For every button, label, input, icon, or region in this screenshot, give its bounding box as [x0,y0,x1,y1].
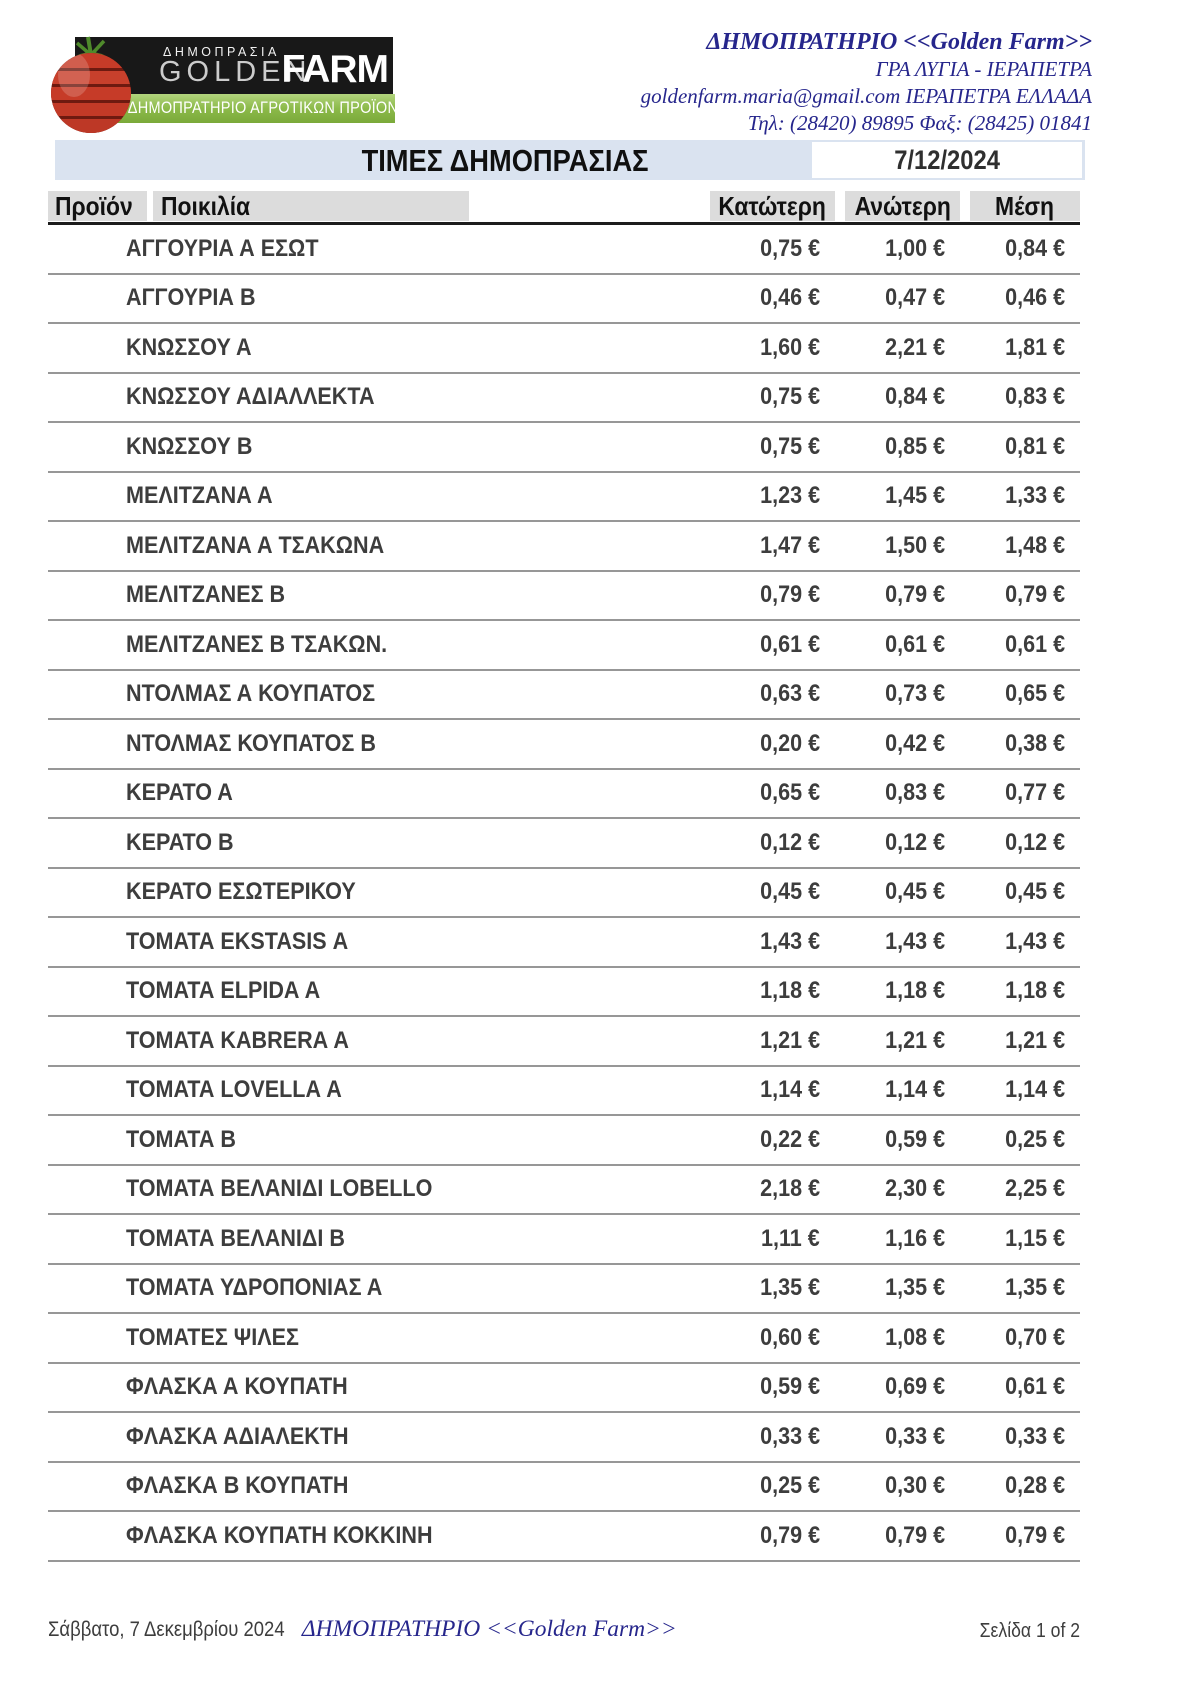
table-row [48,720,1080,770]
product-name: ΤΟΜΑΤΑ ΥΔΡΟΠΟΝΙΑΣ Α [126,1274,383,1302]
logo-farm-text: FARM [281,48,388,91]
logo-auction-word: ΔΗΜΟΠΡΑΣΙΑ [163,45,280,59]
table-row [48,819,1080,869]
page-title: ΤΙΜΕΣ ΔΗΜΟΠΡΑΣΙΑΣ [361,143,649,178]
price-high: 1,18 € [885,977,945,1005]
contact-email-line: goldenfarm.maria@gmail.com ΙΕΡΑΠΕΤΡΑ ΕΛΛΑΔΑ [640,84,1092,108]
table-row [48,473,1080,523]
price-low: 1,21 € [760,1026,820,1054]
price-high: 0,79 € [885,581,945,609]
price-avg: 0,70 € [1005,1323,1065,1351]
price-low: 1,43 € [760,927,820,955]
price-high: 1,45 € [885,482,945,510]
product-name: ΤΟΜΑΤΑ ΒΕΛΑΝΙΔΙ LOBELLO [126,1175,433,1203]
table-row [48,275,1080,325]
price-high: 2,21 € [885,333,945,361]
price-low: 1,35 € [760,1274,820,1302]
contact-location: ΓΡΑ ΛΥΓΙΑ - ΙΕΡΑΠΕΤΡΑ [875,57,1092,81]
product-name: ΦΛΑΣΚΑ ΚΟΥΠΑΤΗ ΚΟΚΚΙΝΗ [126,1521,433,1549]
price-avg: 0,38 € [1005,729,1065,757]
price-low: 0,65 € [760,779,820,807]
price-low: 1,18 € [760,977,820,1005]
table-row [48,374,1080,424]
price-low: 0,75 € [760,432,820,460]
price-low: 0,61 € [760,630,820,658]
header-high: Ανώτερη [835,190,960,222]
table-row [48,869,1080,919]
table-row [48,770,1080,820]
golden-farm-logo [55,33,429,133]
price-high: 0,33 € [885,1422,945,1450]
price-high: 0,69 € [885,1373,945,1401]
price-low: 0,12 € [760,828,820,856]
price-high: 1,08 € [885,1323,945,1351]
price-low: 1,11 € [761,1224,820,1252]
price-high: 0,30 € [885,1472,945,1500]
table-row [48,1017,1080,1067]
price-avg: 0,81 € [1005,432,1065,460]
price-low: 1,14 € [760,1076,820,1104]
page-number: Σελίδα 1 of 2 [979,1620,1080,1642]
price-low: 2,18 € [760,1175,820,1203]
table-row [48,423,1080,473]
price-high: 1,16 € [885,1224,945,1252]
header-product: Προϊόν [48,191,147,221]
price-avg: 0,79 € [1005,581,1065,609]
product-name: ΚΝΩΣΣΟΥ ΑΔΙΑΛΛΕΚΤΑ [126,383,375,411]
product-name: ΝΤΟΛΜΑΣ Α ΚΟΥΠΑΤΟΣ [126,680,376,708]
table-row [48,225,1080,275]
price-low: 0,20 € [760,729,820,757]
product-name: ΤΟΜΑΤΑ ELPIDA Α [126,977,321,1005]
contact-phone-fax: Τηλ: (28420) 89895 Φαξ: (28425) 01841 [747,111,1092,135]
table-row [48,1215,1080,1265]
product-name: ΚΕΡΑΤΟ ΕΣΩΤΕΡΙΚΟΥ [126,878,356,906]
price-avg: 0,33 € [1005,1422,1065,1450]
product-name: ΤΟΜΑΤΑ LOVELLA Α [126,1076,342,1104]
product-name: ΑΓΓΟΥΡΙΑ Β [126,284,256,312]
price-high: 1,35 € [885,1274,945,1302]
price-high: 0,45 € [885,878,945,906]
price-low: 0,46 € [760,284,820,312]
price-avg: 0,61 € [1005,1373,1065,1401]
table-row [48,918,1080,968]
price-avg: 1,81 € [1005,333,1065,361]
product-name: ΦΛΑΣΚΑ ΑΔΙΑΛΕΚΤΗ [126,1422,349,1450]
product-name: ΤΟΜΑΤΑ ΒΕΛΑΝΙΔΙ Β [126,1224,345,1252]
price-high: 0,83 € [885,779,945,807]
price-high: 0,73 € [885,680,945,708]
logo-golden-text: GOLDEN [159,56,312,88]
product-name: ΜΕΛΙΤΖΑΝΑ Α [126,482,273,510]
product-name: ΜΕΛΙΤΖΑΝΑ Α ΤΣΑΚΩΝΑ [126,531,385,559]
product-name: ΜΕΛΙΤΖΑΝΕΣ Β ΤΣΑΚΩΝ. [126,630,388,658]
product-name: ΤΟΜΑΤΑ Β [126,1125,236,1153]
price-low: 0,75 € [760,234,820,262]
table-header-row [48,190,1080,225]
price-low: 0,79 € [760,1521,820,1549]
tomato-icon [44,33,138,135]
price-high: 1,43 € [885,927,945,955]
table-row [48,324,1080,374]
price-low: 0,45 € [760,878,820,906]
price-avg: 1,35 € [1005,1274,1065,1302]
table-row [48,1067,1080,1117]
table-row [48,522,1080,572]
price-low: 1,47 € [760,531,820,559]
table-body [48,225,1080,1562]
contact-company-name: ΔΗΜΟΠΡΑΤΗΡΙΟ <<Golden Farm>> [706,29,1092,55]
price-high: 1,00 € [885,234,945,262]
table-row [48,572,1080,622]
header-low: Κατώτερη [700,190,835,222]
company-contact-block [641,28,1092,137]
price-low: 0,60 € [760,1323,820,1351]
page-footer [48,1612,1080,1652]
table-row [48,1512,1080,1562]
price-high: 0,79 € [885,1521,945,1549]
price-high: 1,14 € [885,1076,945,1104]
table-row [48,621,1080,671]
price-high: 1,21 € [885,1026,945,1054]
footer-date-org [48,1616,677,1643]
price-high: 1,50 € [885,531,945,559]
price-high: 0,84 € [885,383,945,411]
header-avg: Μέση [960,190,1080,222]
price-avg: 0,77 € [1005,779,1065,807]
price-avg: 0,12 € [1005,828,1065,856]
price-low: 0,22 € [760,1125,820,1153]
price-table [48,190,1080,1562]
logo-tagline: ΔΗΜΟΠΡΑΤΗΡΙΟ ΑΓΡΟΤΙΚΩΝ ΠΡΟΪΟΝΤΩΝ [127,99,429,117]
price-low: 1,60 € [760,333,820,361]
product-name: ΤΟΜΑΤΑ KABRERA Α [126,1026,349,1054]
table-row [48,1314,1080,1364]
product-name: ΦΛΑΣΚΑ Β ΚΟΥΠΑΤΗ [126,1472,349,1500]
price-low: 0,63 € [760,680,820,708]
price-avg: 0,25 € [1005,1125,1065,1153]
footer-date: Σάββατο, 7 Δεκεμβρίου 2024 [48,1618,285,1641]
price-avg: 0,61 € [1005,630,1065,658]
price-avg: 0,28 € [1005,1472,1065,1500]
table-row [48,671,1080,721]
product-name: ΝΤΟΛΜΑΣ ΚΟΥΠΑΤΟΣ Β [126,729,376,757]
header-variety: Ποικιλία [153,191,469,221]
price-high: 0,42 € [885,729,945,757]
table-row [48,968,1080,1018]
price-avg: 1,15 € [1005,1224,1065,1252]
price-high: 2,30 € [885,1175,945,1203]
price-low: 1,23 € [760,482,820,510]
auction-date: 7/12/2024 [812,142,1082,178]
product-name: ΚΝΩΣΣΟΥ Β [126,432,253,460]
product-name: ΤΟΜΑΤΑ EKSTASIS Α [126,927,349,955]
price-avg: 1,33 € [1005,482,1065,510]
table-row [48,1413,1080,1463]
product-name: ΦΛΑΣΚΑ Α ΚΟΥΠΑΤΗ [126,1373,348,1401]
product-name: ΚΝΩΣΣΟΥ Α [126,333,252,361]
table-row [48,1463,1080,1513]
price-low: 0,79 € [760,581,820,609]
product-name: ΚΕΡΑΤΟ Α [126,779,233,807]
price-low: 0,33 € [760,1422,820,1450]
price-high: 0,85 € [885,432,945,460]
table-row [48,1265,1080,1315]
table-row [48,1364,1080,1414]
title-bar [55,140,1085,180]
price-low: 0,59 € [760,1373,820,1401]
product-name: ΚΕΡΑΤΟ Β [126,828,234,856]
table-row [48,1116,1080,1166]
product-name: ΑΓΓΟΥΡΙΑ Α ΕΣΩΤ [126,234,319,262]
price-low: 0,75 € [760,383,820,411]
table-row [48,1166,1080,1216]
price-avg: 1,43 € [1005,927,1065,955]
price-avg: 2,25 € [1005,1175,1065,1203]
price-avg: 1,14 € [1005,1076,1065,1104]
price-low: 0,25 € [760,1472,820,1500]
price-high: 0,59 € [885,1125,945,1153]
price-avg: 0,65 € [1005,680,1065,708]
price-avg: 0,45 € [1005,878,1065,906]
footer-company-name: ΔΗΜΟΠΡΑΤΗΡΙΟ <<Golden Farm>> [301,1616,677,1642]
price-high: 0,61 € [885,630,945,658]
product-name: ΜΕΛΙΤΖΑΝΕΣ Β [126,581,286,609]
price-avg: 1,21 € [1005,1026,1065,1054]
header-product-variety [48,190,700,222]
price-avg: 0,79 € [1005,1521,1065,1549]
price-avg: 0,46 € [1005,284,1065,312]
price-avg: 1,18 € [1005,977,1065,1005]
price-avg: 0,83 € [1005,383,1065,411]
price-high: 0,47 € [885,284,945,312]
product-name: ΤΟΜΑΤΕΣ ΨΙΛΕΣ [126,1323,299,1351]
price-avg: 0,84 € [1005,234,1065,262]
price-high: 0,12 € [885,828,945,856]
price-avg: 1,48 € [1005,531,1065,559]
